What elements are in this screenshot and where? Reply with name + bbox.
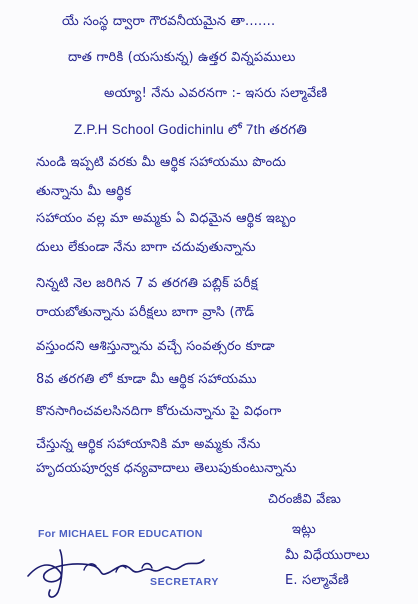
letter-line: దాత గారికి (యసుకున్న) ఉత్తర విన్నపములు (68, 50, 296, 65)
handwritten-signature (24, 520, 224, 604)
stamp-top-text: For MICHAEL FOR EDUCATION (38, 528, 203, 540)
letter-line: సహాయం వల్ల మా అమ్మకు ఏ విధమైన ఆర్థిక ఇబ్బం (36, 211, 297, 226)
letter-line: నిన్నటి నెల జరిగిన 7 వ తరగతి పబ్లిక్ పరీక్ష (36, 276, 258, 291)
letter-line: దులు లేకుండా నేను బాగా చదువుతున్నాను (36, 240, 256, 255)
closing-line: చిరంజీవి వేణు (268, 492, 342, 507)
letter-line: హృదయపూర్వక ధన్యవాదాలు తెలుపుకుంటున్నాను (36, 461, 297, 476)
letter-line: కొనసాగించవలసినదిగా కోరుచున్నాను పై విధంగా (36, 404, 282, 419)
letter-line: అయ్యా! నేను ఎవరనగా :- ఇసరు సల్మావేణి (104, 86, 328, 101)
organization-stamp (24, 520, 224, 604)
sign-line: E. సల్మావేణి (285, 573, 349, 588)
letter-line: నుండి ఇప్పటి వరకు మీ ఆర్థిక సహాయము పొందు (36, 155, 287, 170)
letter-line: చేస్తున్న ఆర్థిక సహాయానికి మా అమ్మకు నేను (36, 437, 261, 452)
stamp-bottom-text: SECRETARY (150, 576, 219, 588)
letter-line: 8వ తరగతి లో కూడా మీ ఆర్థిక సహాయము (36, 372, 257, 387)
sign-line: ఇట్లు (292, 522, 316, 537)
letter-line: యే సంస్థ ద్వారా గౌరవనీయమైన తా....... (62, 14, 276, 29)
letter-line: తున్నాను మీ ఆర్థిక (36, 184, 132, 199)
letter-line: Z.P.H School Godichinlu లో 7th తరగతి (74, 122, 307, 137)
letter-line: వస్తుందని ఆశిస్తున్నాను వచ్చే సంవత్సరం కూడా (36, 339, 275, 354)
sign-line: మీ విధేయురాలు (285, 548, 370, 563)
letter-line: రాయబోతున్నాను పరీక్షలు బాగా వ్రాసి (గౌడ్ (36, 305, 255, 320)
